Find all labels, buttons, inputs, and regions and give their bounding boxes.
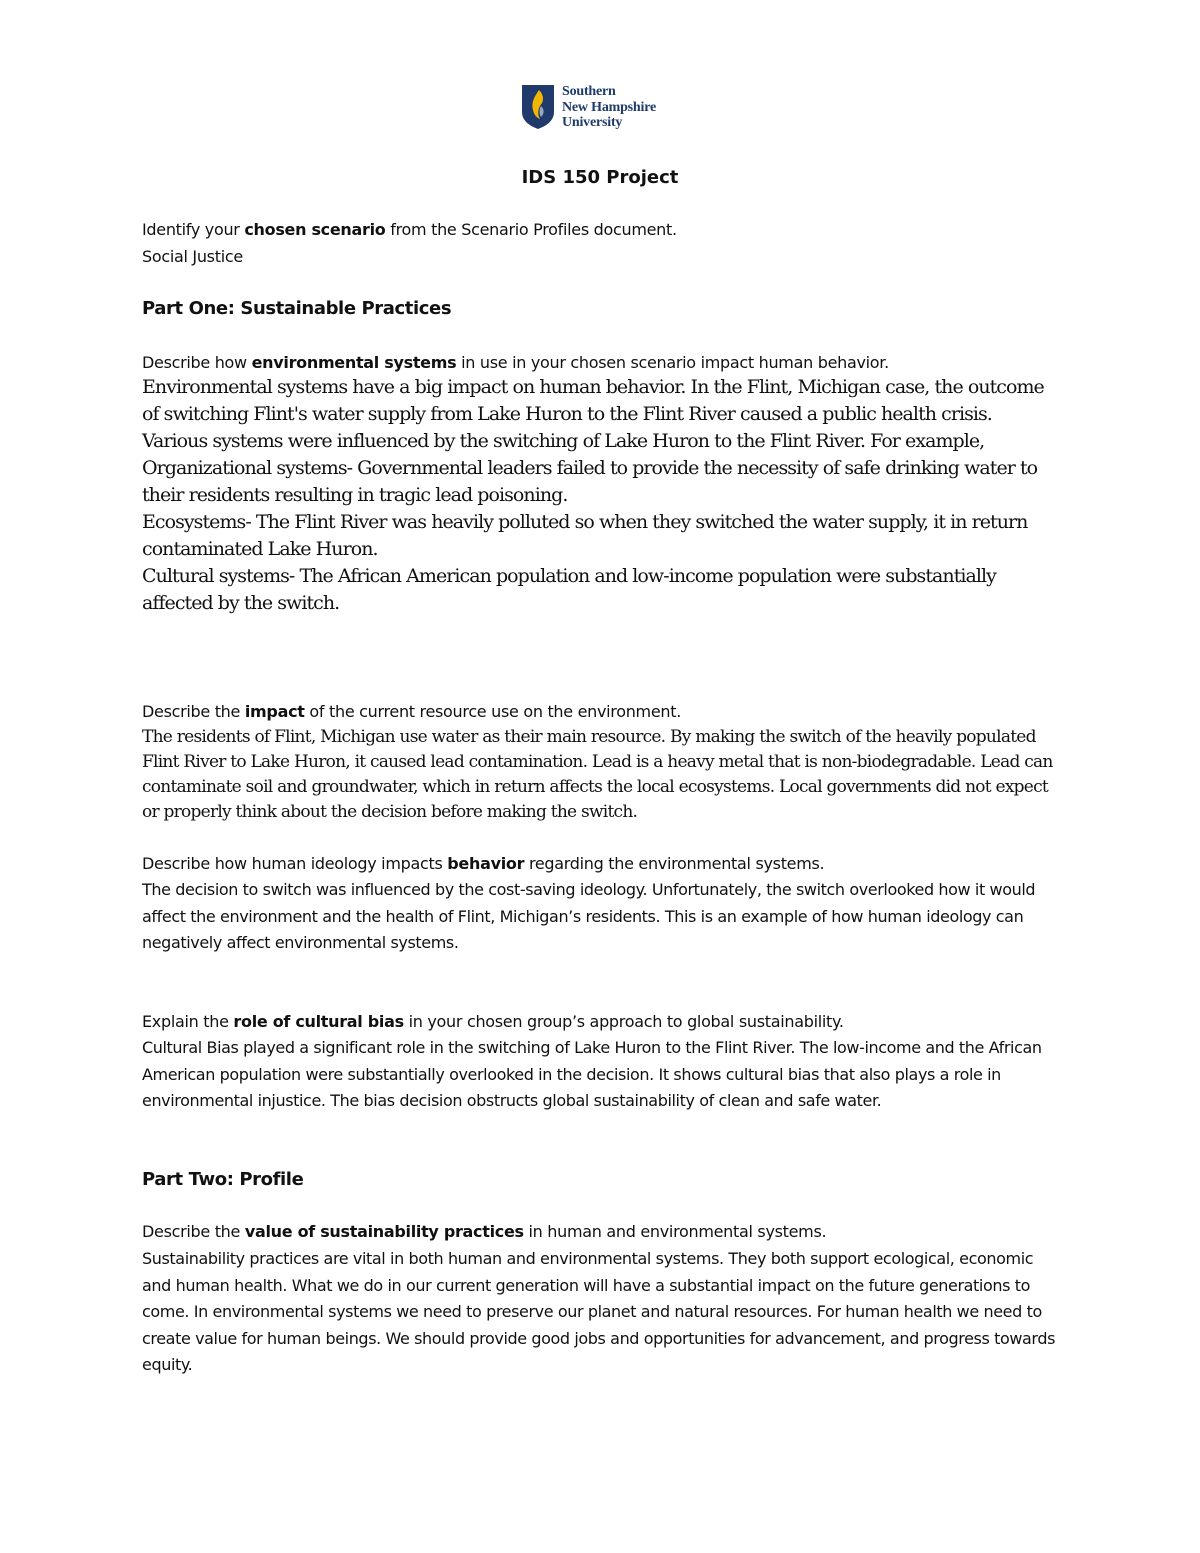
part-one-heading: Part One: Sustainable Practices (142, 298, 452, 319)
answer-paragraph: Cultural systems- The African American population and low-income population were substantially affected by the switch. (142, 565, 996, 614)
cultural-bias-answer: Cultural Bias played a significant role in the switching of Lake Huron to the Flint River. The low-income and the African American population were substantially overlooked in the decision. It shows cultural bias that also plays a role in environmental injustice. The bias decision obstructs global sustainability of clean and safe water. (142, 1038, 1042, 1110)
answer-paragraph: Ecosystems- The Flint River was heavily polluted so when they switched the water supply, it in return contaminated Lake Huron. (142, 511, 1028, 560)
environmental-systems-question: Describe how environmental systems in use in your chosen scenario impact human behavior. (142, 353, 889, 372)
logo-wordmark (562, 84, 656, 131)
sustainability-value-answer: Sustainability practices are vital in both human and environmental systems. They both support ecological, economic and human health. What we do in our current generation will have a substantial impact on the future generations to come. In environmental systems we need to preserve our planet and natural resources. For human health we need to create value for human beings. We should provide good jobs and opportunities for advancement, and progress towards equity. (142, 1249, 1056, 1374)
university-logo (521, 84, 656, 131)
cultural-bias-question: Explain the role of cultural bias in your chosen group’s approach to global sustainability. (142, 1012, 844, 1031)
scenario-answer: Social Justice (142, 247, 243, 266)
sustainability-value-question: Describe the value of sustainability practices in human and environmental systems. (142, 1222, 827, 1241)
environmental-systems-answer (142, 374, 1062, 617)
part-two-heading: Part Two: Profile (142, 1169, 304, 1190)
logo-line-2: New Hampshire (562, 99, 656, 115)
resource-impact-question: Describe the impact of the current resource use on the environment. (142, 702, 681, 721)
answer-paragraph: Organizational systems- Governmental leaders failed to provide the necessity of safe drinking water to their residents resulting in tragic lead poisoning. (142, 457, 1038, 506)
shield-flame-icon (521, 84, 555, 130)
answer-paragraph: Environmental systems have a big impact on human behavior. In the Flint, Michigan case, the outcome of switching Flint's water supply from Lake Huron to the Flint River caused a public health crisis. Various systems were influenced by the switching of Lake Huron to the Flint River. For example, (142, 376, 1044, 452)
scenario-question: Identify your chosen scenario from the Scenario Profiles document. (142, 220, 677, 239)
resource-impact-answer: The residents of Flint, Michigan use water as their main resource. By making the switch of the heavily populated Flint River to Lake Huron, it caused lead contamination. Lead is a heavy metal that is non-biodegradable. Lead can contaminate soil and groundwater, which in return affects the local ecosystems. Local governments did not expect or properly think about the decision before making the switch. (142, 727, 1053, 822)
ideology-behavior-question: Describe how human ideology impacts behavior regarding the environmental systems. (142, 854, 825, 873)
document-title: IDS 150 Project (521, 167, 679, 188)
logo-line-3: University (562, 115, 623, 130)
ideology-behavior-answer: The decision to switch was influenced by the cost-saving ideology. Unfortunately, the switch overlooked how it would affect the environment and the health of Flint, Michigan’s residents. This is an example of how human ideology can negatively affect environmental systems. (142, 880, 1036, 952)
logo-line-1: Southern (562, 84, 616, 99)
